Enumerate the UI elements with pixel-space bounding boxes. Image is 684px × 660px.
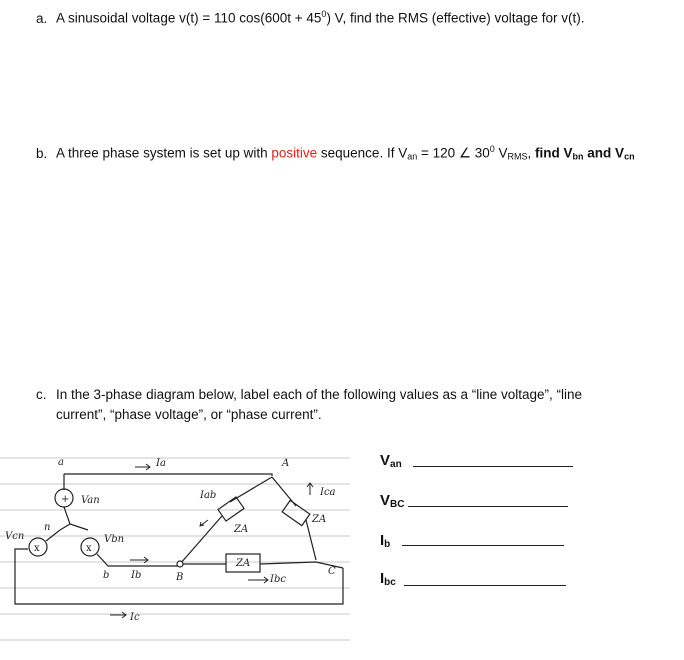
node-B-label: B [176,572,184,583]
vcn-label: Vcn [5,531,25,542]
van-label: Van [81,495,100,506]
question-b-sub-rms: RMS [507,151,528,162]
ruled-lines [0,458,350,640]
question-b-positive: positive [271,145,318,161]
question-b-and: and V [583,145,625,161]
node-b-label: b [103,570,110,581]
source-b-x: x [86,543,92,554]
question-a-letter: a. [36,10,48,26]
answer-ib-blank[interactable] [402,545,564,546]
za-label-left: ZA [234,524,249,535]
node-a-label: a [58,457,64,468]
za-label-right: ZA [312,514,327,525]
question-b-text3: = 120 ∠ 30 [417,145,490,161]
vbn-label: Vbn [104,534,125,545]
question-a-degree: 0 [321,9,327,19]
question-b-degree: 0 [489,144,495,154]
question-c-line2: current”, “phase voltage”, or “phase current”. [56,407,322,422]
answer-ibc-label: $I_{bc}$ [380,570,396,588]
ic-label: Ic [130,612,140,623]
ica-label: Ica [320,487,336,498]
ib-label: Ib [131,570,142,581]
question-b-find: find V [535,145,573,161]
answer-ibc-blank[interactable] [404,585,566,586]
question-a-text: A sinusoidal voltage v(t) = 110 cos(600t + 45 [56,10,322,26]
question-b-sub-an: an [407,151,418,162]
question-c [36,386,583,422]
question-b-text1: A three phase system is set up with [56,145,272,161]
answer-van-blank[interactable] [413,466,573,467]
node-c-label: C [328,566,336,577]
question-c-line1: In the 3-phase diagram below, label each of the following values as a “line voltage”, “line [56,387,583,402]
source-a-plus: + [61,494,70,505]
question-b-text5: , [527,145,536,161]
ibc-label: Ibc [270,574,286,585]
question-b-sub-bn: bn [572,151,584,162]
question-b-text4: V [494,145,508,161]
node-A-label: A [282,458,290,469]
question-c-letter: c. [36,387,47,402]
answer-vbc-blank[interactable] [408,506,568,507]
iab-label: Iab [200,490,217,501]
answer-ib-label: $I_b$ [380,532,391,550]
answer-vbc-label: $V_{BC}$ [380,492,405,510]
node-n-label: n [44,522,51,533]
source-c-x: x [34,543,40,554]
question-b [36,140,635,166]
question-b-text2: sequence. If V [317,145,408,161]
za-label-bottom: ZA [236,558,251,569]
question-b-letter: b. [36,145,48,161]
question-a-tail: ) V, find the RMS (effective) voltage for v(t). [326,10,585,26]
current-arrows [110,464,313,618]
question-b-sub-cn: cn [624,151,635,162]
three-phase-circuit-diagram [0,450,360,650]
question-a [36,5,585,28]
ia-label: Ia [156,458,166,469]
answer-van-label: $V_{an}$ [380,452,402,470]
